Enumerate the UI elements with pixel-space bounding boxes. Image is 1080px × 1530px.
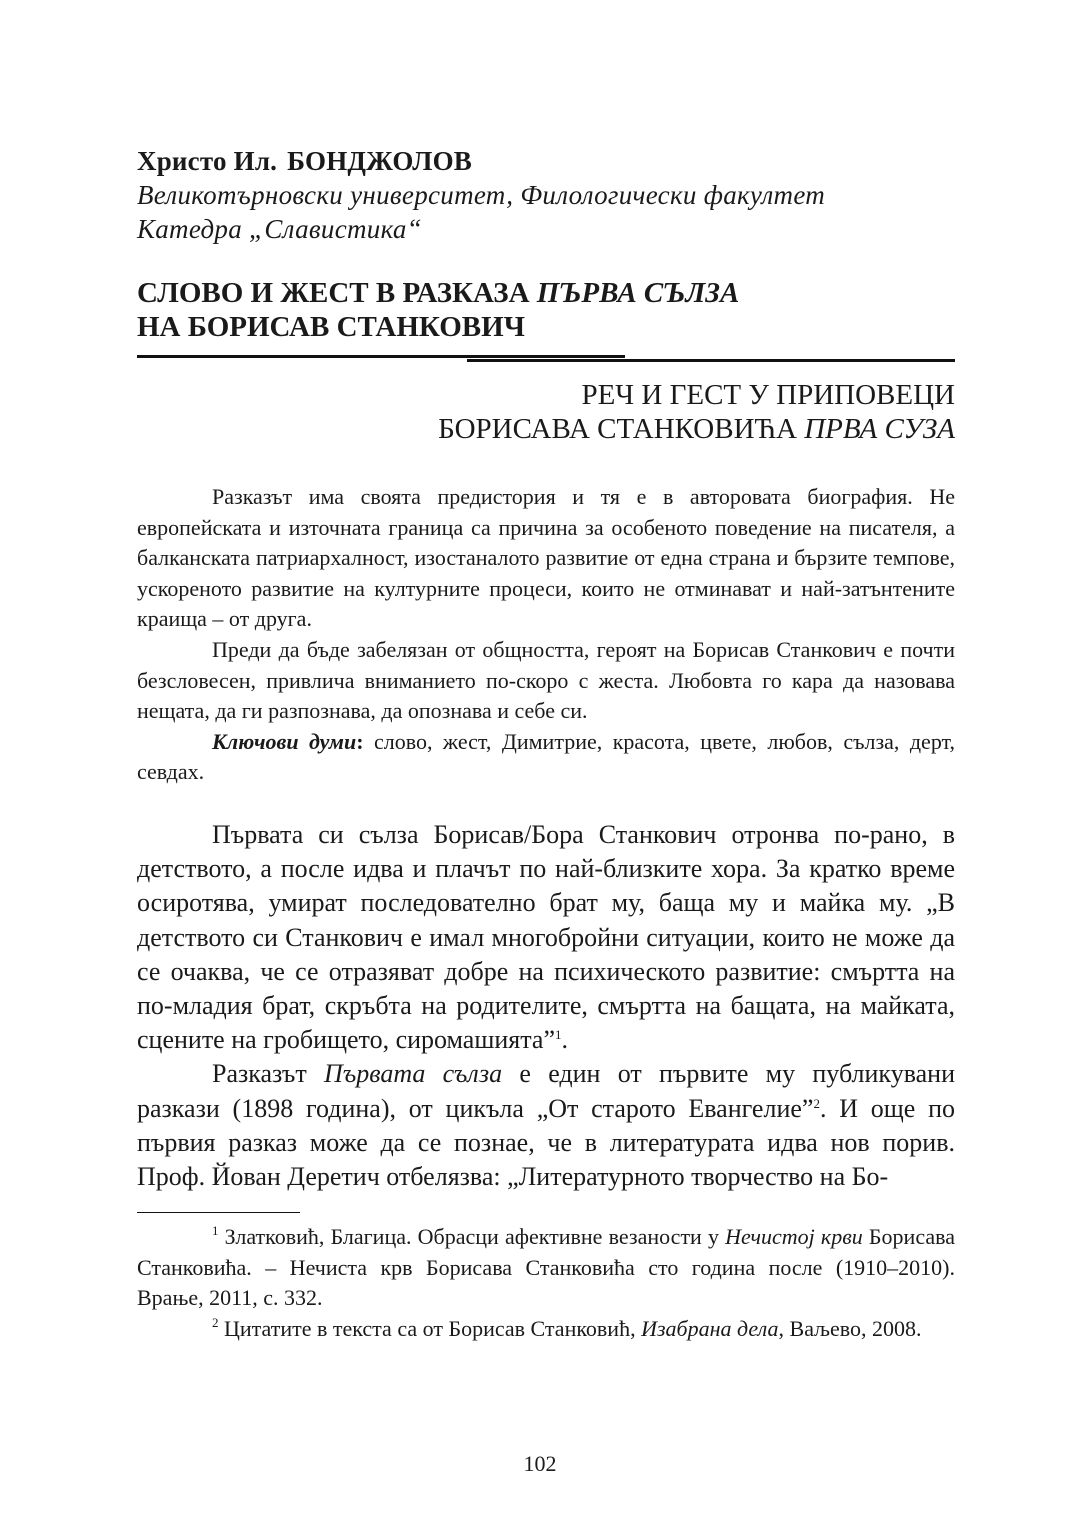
footnotes: [137, 1222, 955, 1344]
footnote-1-end: Борисава Станковића. – Нечиста крв Борисава Станковића сто година после (1910–2010). Врање, 2011, с. 332.: [137, 1224, 955, 1311]
author-affiliation-university: Великотърновски университет, Филологически факултет: [137, 180, 826, 210]
title-rule-left: [137, 355, 625, 358]
body-text: [137, 818, 955, 1194]
body-p2-end: . И още по първия разказ може да се познае, че в литературата идва нов порив. Проф. Йован Деретич отбелязва: „Литературното творчество на Бо-: [137, 1093, 955, 1192]
footnote-separator: [137, 1212, 300, 1213]
author-last-name: БОНДЖОЛОВ: [287, 146, 472, 176]
footnote-1-italic: Нечистој крви: [725, 1224, 863, 1249]
page-number: 102: [523, 1451, 557, 1476]
title-plain: СЛОВО И ЖЕСТ В РАЗКАЗА: [137, 277, 537, 309]
footnote-1: [137, 1222, 955, 1314]
body-p2-mid: е един от първите му публикувани разкази (1898 година), от цикъла „От старото Евангелие”: [137, 1059, 955, 1123]
keywords-label: Ключови думи: [212, 728, 357, 754]
body-p2-start: Разказът: [212, 1059, 324, 1089]
footnote-2-number: 2: [212, 1314, 219, 1330]
footnote-ref-1[interactable]: 1: [555, 1027, 562, 1043]
title-line-1: [137, 276, 957, 310]
author-name: [137, 144, 957, 178]
keywords-paragraph: [137, 727, 955, 788]
footnote-1-start: Златковић, Благица. Обрасци афективне везаности у: [218, 1224, 726, 1249]
body-p1-end: .: [561, 1025, 568, 1055]
abstract: [137, 482, 955, 788]
footnote-2: [137, 1314, 955, 1345]
body-paragraph-1: [137, 818, 955, 1057]
keywords-list: слово, жест, Димитрие, красота, цвете, любов, сълза, дерт, севдах.: [137, 728, 955, 785]
footnote-2-italic: Изабрана дела: [641, 1315, 779, 1341]
subtitle-line-1: РЕЧ И ГЕСТ У ПРИПОВЕЦИ: [581, 379, 955, 411]
body-p2-italic-work: Първата сълза: [323, 1059, 503, 1089]
abstract-paragraph-2: Преди да бъде забелязан от общността, героят на Борисав Станкович е почти безсловесен, привлича вниманието по-скоро с жеста. Любовта го кара да назовава нещата, да ги разпознава, да опознава и себе си.: [137, 636, 955, 724]
footnote-2-end: , Ваљево, 2008.: [778, 1315, 922, 1341]
subtitle-line-2: [438, 412, 955, 446]
subtitle-italic-work: ПРВА СУЗА: [804, 413, 955, 445]
footnote-1-number: 1: [212, 1223, 219, 1238]
title-italic-work: ПЪРВА СЪЛЗА: [536, 277, 740, 309]
title-line-2: НА БОРИСАВ СТАНКОВИЧ: [137, 311, 525, 343]
keywords-colon: :: [356, 728, 364, 754]
title-rule-right: [467, 359, 955, 362]
author-affiliation-department: Катедра „Славистика“: [137, 214, 422, 244]
footnote-2-start: Цитатите в текста са от Борисав Станковић,: [218, 1315, 642, 1341]
article-title: [137, 276, 957, 344]
abstract-paragraph-1: Разказът има своята предистория и тя е в авторовата биография. Не европейската и източната граница са причина за особеното поведение на писателя, а балканската патриархалност, изостаналото развитие от една страна и бързите темпове, ускореното развитие на културните процеси, които не отминават и най-затънтените краища – от друга.: [137, 484, 955, 632]
author-first-name: Христо Ил.: [137, 146, 278, 176]
footnote-ref-2[interactable]: 2: [813, 1095, 820, 1111]
body-paragraph-2: [137, 1057, 955, 1194]
author-block: [137, 144, 957, 246]
subtitle-plain: БОРИСАВА СТАНКОВИЋА: [438, 413, 805, 445]
body-p1-text: Първата си сълза Борисав/Бора Станкович отронва по-рано, в детството, а после идва и плачът по най-близките хора. За кратко време осиротява, умират последователно брат му, баща му и майка му. „В детството си Станкович е имал многобройни ситуации, които не може да се очаква, че се отразяват добре на психическото развитие: смъртта на по-младия брат, скръбта на родителите, смъртта на бащата, на майката, сцените на гробището, сиромашията”: [137, 820, 955, 1055]
article-subtitle-serbian: [438, 378, 955, 446]
